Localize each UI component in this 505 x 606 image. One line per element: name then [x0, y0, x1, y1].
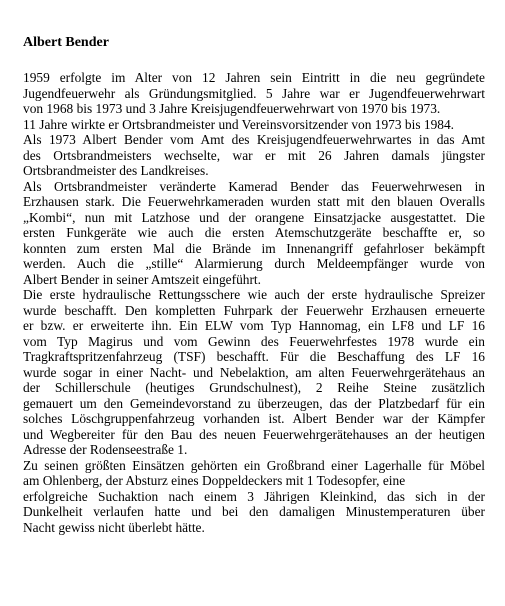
document-body [23, 70, 485, 535]
text-line: 1959 erfolgte im Alter von 12 Jahren sein Eintritt in die neu gegründete [23, 70, 485, 85]
text-line: wurde beschafft. Den kompletten Fuhrpark der Feuerwehr Erzhausen erneuerte [23, 302, 485, 318]
text-line: Als 1973 Albert Bender vom Amt des Kreisjugendfeuerwehrwartes in das Amt [23, 132, 485, 147]
text-line: Erzhausen stark. Die Feuerwehrkameraden wurden statt mit den blauen Overalls [23, 194, 485, 209]
text-line: Zu seinen größten Einsätzen gehörten ein Großbrand einer Lagerhalle für Möbel [23, 457, 485, 473]
text-line: der Schillerschule (heutiges Grundschulnest), 2 Reihe Steine zusätzlich [23, 380, 485, 395]
text-line: Nacht gewiss nicht überlebt hätte. [23, 519, 205, 535]
text-line: erfolgreiche Suchaktion nach einem 3 Jährigen Kleinkind, das sich in der [23, 488, 485, 504]
text-line: Dunkelheit verlaufen hatte und bei den damaligen Minustemperaturen über [23, 504, 485, 519]
text-line: von 1968 bis 1973 und 3 Jahre Kreisjugendfeuerwehrwart von 1970 bis 1973. [23, 101, 441, 116]
text-line: vom Typ Magirus und vom Gewinn des Feuerwehrfestes 1978 wurde ein [23, 333, 485, 349]
text-line: Albert Bender in seiner Amtszeit eingeführt. [23, 271, 261, 287]
text-line: werden. Auch die „stille“ Alarmierung durch Meldeempfänger wurde von [23, 256, 485, 271]
document-title: Albert Bender [23, 35, 109, 50]
text-line: Tragkraftspritzenfahrzeug (TSF) beschafft. Für die Beschaffung des LF 16 [23, 349, 485, 364]
text-line: am Ohlenberg, der Absturz eines Doppeldeckers mit 1 Todesopfer, eine [23, 473, 406, 488]
text-line: 11 Jahre wirkte er Ortsbrandmeister und Vereinsvorsitzender von 1973 bis 1984. [23, 116, 455, 132]
text-line: Ortsbrandmeister des Landkreises. [23, 163, 209, 178]
text-line: solches Löschgruppenfahrzeug vorhanden ist. Albert Bender war der Kämpfer [23, 411, 485, 426]
text-line: und Wegbereiter für den Bau des neuen Feuerwehrgerätehauses an der heutigen [23, 426, 485, 442]
text-line: gemauert um den Gemeindevorstand zu überzeugen, das der Platzbedarf für ein [23, 395, 485, 411]
text-line: „Kombi“, nun mit Latzhose und der orangene Einsatzjacke ausgestattet. Die [23, 209, 485, 225]
text-line: Die erste hydraulische Rettungsschere wie auch der erste hydraulische Spreizer [23, 287, 485, 302]
text-line: Als Ortsbrandmeister veränderte Kamerad Bender das Feuerwehrwesen in [23, 178, 485, 194]
text-line: er bzw. er erweiterte ihn. Ein ELW vom Typ Hannomag, ein LF8 und LF 16 [23, 318, 485, 333]
text-line: ersten Funkgeräte wie auch die ersten Atemschutzgeräte beschaffte er, so [23, 225, 485, 240]
text-line: Jugendfeuerwehr als Gründungsmitglied. 5 Jahre war er Jugendfeuerwehrwart [23, 85, 485, 101]
text-line: wurde sogar in einer Nacht- und Nebelaktion, am alten Feuerwehrgerätehaus an [23, 364, 485, 380]
text-line: des Ortsbrandmeisters wechselte, war er mit 26 Jahren damals jüngster [23, 147, 485, 163]
text-line: konnten zum ersten Mal die Brände im Innenangriff gefahrloser bekämpft [23, 240, 485, 256]
text-line: Adresse der Rodenseestraße 1. [23, 442, 188, 457]
